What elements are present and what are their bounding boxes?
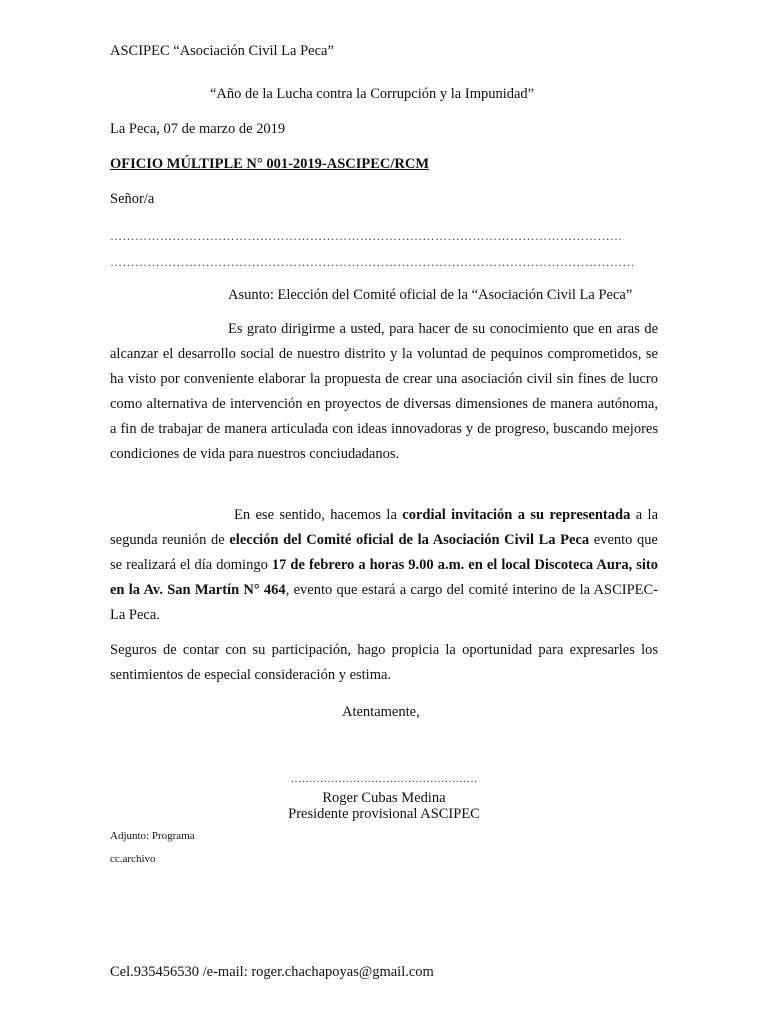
- signer-name: Roger Cubas Medina: [322, 790, 446, 806]
- body-paragraph-3: Seguros de contar con su participación, hago propicia la oportunidad para expresarles los sentimientos de especial consideración y estima.: [110, 642, 658, 683]
- p2-bold-date-location: 17 de febrero a horas 9.00 a.m. en el local Discoteca Aura, sito en la Av. San Martín N° 464: [110, 557, 658, 598]
- p2-text-3: evento que se realizará el día domingo: [110, 532, 658, 573]
- p2-text-4: , evento que estará a cargo del comité interino de la ASCIPEC-La Peca.: [110, 582, 658, 623]
- body-paragraph-2: [110, 503, 658, 628]
- p2-bold-election: elección del Comité oficial de la Asociación Civil La Peca: [229, 532, 590, 548]
- year-motto: “Año de la Lucha contra la Corrupción y la Impunidad”: [210, 86, 535, 102]
- place-date: La Peca, 07 de marzo de 2019: [110, 121, 286, 137]
- recipient-blank-1: ……………………………………………………………………………………………………………: [110, 229, 623, 243]
- closing: Atentamente,: [342, 704, 420, 720]
- subject-line: Asunto: Elección del Comité oficial de la “Asociación Civil La Peca”: [228, 287, 633, 303]
- recipient-blank-2: ………………………………………………………………………………………………………………: [110, 255, 635, 269]
- p2-text-1: En ese sentido, hacemos la: [234, 507, 403, 523]
- letterhead-org: ASCIPEC “Asociación Civil La Peca”: [110, 43, 334, 59]
- document-reference: OFICIO MÚLTIPLE N° 001-2019-ASCIPEC/RCM: [110, 156, 430, 172]
- footer-contact: Cel.935456530 /e-mail: roger.chachapoyas@gmail.com: [110, 964, 434, 980]
- signature-line: ……………………………………………: [290, 773, 478, 785]
- p2-bold-invitation: cordial invitación a su representada: [402, 507, 631, 523]
- cc-note: cc.archivo: [110, 853, 156, 865]
- body-paragraph-1: Es grato dirigirme a usted, para hacer de su conocimiento que en aras de alcanzar el desarrollo social de nuestro distrito y la voluntad de pequinos comprometidos, se ha visto por conveniente elaborar la propuesta de crear una asociación civil sin fines de lucro como alternativa de intervención en proyectos de diversas dimensiones de manera autónoma, a fin de trabajar de manera articulada con ideas innovadoras y de progreso, buscando mejores condiciones de vida para nuestros conciudadanos.: [110, 321, 658, 462]
- p2-text-2: a la segunda reunión de: [110, 507, 659, 548]
- attachment-note: Adjunto: Programa: [110, 830, 195, 842]
- salutation: Señor/a: [110, 191, 155, 207]
- signer-title: Presidente provisional ASCIPEC: [288, 806, 480, 822]
